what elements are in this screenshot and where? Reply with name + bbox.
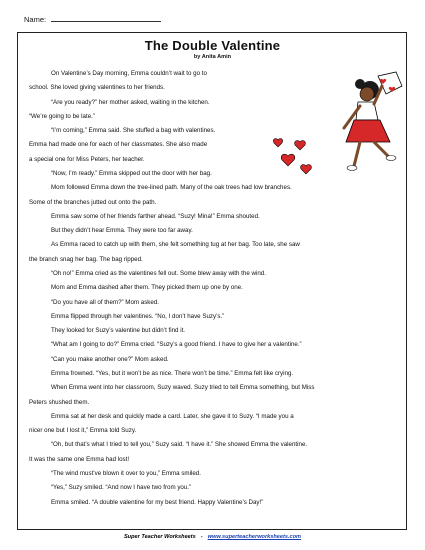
story-line: Emma flipped through her valentines. “No, I don’t have Suzy’s.” <box>51 313 225 320</box>
story-line: Peters shushed them. <box>29 399 90 406</box>
story-line: Emma frowned. “Yes, but it won’t be as nice. There won’t be time.” Emma felt like crying. <box>51 370 294 377</box>
story-line: “The wind must’ve blown it over to you,” Emma smiled. <box>51 470 201 477</box>
story-line: They looked for Suzy’s valentine but didn’t find it. <box>51 327 186 334</box>
footer-url-link[interactable]: www.superteacherworksheets.com <box>207 534 302 540</box>
story-line: As Emma raced to catch up with them, she felt something tug at her bag. Too late, she saw <box>51 241 300 248</box>
story-line: “We’re going to be late.” <box>29 113 95 120</box>
story-line: nicer one but I lost it,” Emma told Suzy. <box>29 427 137 434</box>
story-title: The Double Valentine <box>144 38 281 53</box>
story-line: “Oh no!” Emma cried as the valentines fell out. Some blew away with the wind. <box>51 270 266 277</box>
name-label: Name: <box>24 15 47 24</box>
story-line: school. She loved giving valentines to her friends. <box>29 84 165 91</box>
bag-icon <box>378 72 402 94</box>
story-line: “What am I going to do?” Emma cried. “Suzy’s a good friend. I have to give her a valentine.” <box>51 341 302 348</box>
story-line: “Oh, but that’s what I tried to tell you,” Suzy said. “I have it.” She showed Emma the valentine. <box>51 441 308 448</box>
story-line: “Now, I’m ready.” Emma skipped out the door with her bag. <box>51 170 212 177</box>
story-line: Mom followed Emma down the tree-lined path. Many of the oak trees had low branches. <box>51 184 292 191</box>
story-line: Emma saw some of her friends farther ahead. “Suzy! Mina!” Emma shouted. <box>51 213 260 220</box>
heart-icon <box>301 165 312 174</box>
footer-separator: - <box>200 534 203 540</box>
story-line: “I’m coming,” Emma said. She stuffed a bag with valentines. <box>51 127 216 134</box>
footer-brand: Super Teacher Worksheets <box>123 534 196 540</box>
story-line: When Emma went into her classroom, Suzy waved. Suzy tried to tell Emma something, but Miss <box>51 384 315 391</box>
heart-icon <box>281 154 295 166</box>
story-line: Emma smiled. “A double valentine for my best friend. Happy Valentine’s Day!” <box>51 499 264 506</box>
story-line: Mom and Emma dashed after them. They picked them up one by one. <box>51 284 243 291</box>
page-footer <box>0 534 425 540</box>
story-line: Emma had made one for each of her classmates. She also made <box>29 141 208 148</box>
valentine-girl-illustration <box>270 70 410 185</box>
name-field-row <box>24 14 161 24</box>
story-line: “Can you make another one?” Mom asked. <box>51 356 169 363</box>
story-line: “Yes,” Suzy smiled. “And now I have two from you.” <box>51 484 192 491</box>
story-line: a special one for Miss Peters, her teacher. <box>29 156 145 163</box>
story-line: Some of the branches jutted out onto the path. <box>29 199 157 206</box>
story-line: the branch snag her bag. The bag ripped. <box>29 256 143 263</box>
story-line: It was the same one Emma had lost! <box>29 456 130 463</box>
heart-icon <box>273 139 282 147</box>
story-line: On Valentine’s Day morning, Emma couldn’t wait to go to <box>51 70 207 77</box>
story-line: But they didn’t hear Emma. They were too far away. <box>51 227 193 234</box>
story-line: “Are you ready?” her mother asked, waiting in the kitchen. <box>51 99 210 106</box>
name-blank-line[interactable] <box>51 14 161 22</box>
heart-icon <box>295 141 306 150</box>
story-line: Emma sat at her desk and quickly made a card. Later, she gave it to Suzy. “I made you a <box>51 413 294 420</box>
story-byline: by Anita Amin <box>193 54 232 60</box>
story-line: “Do you have all of them?” Mom asked. <box>51 299 159 306</box>
